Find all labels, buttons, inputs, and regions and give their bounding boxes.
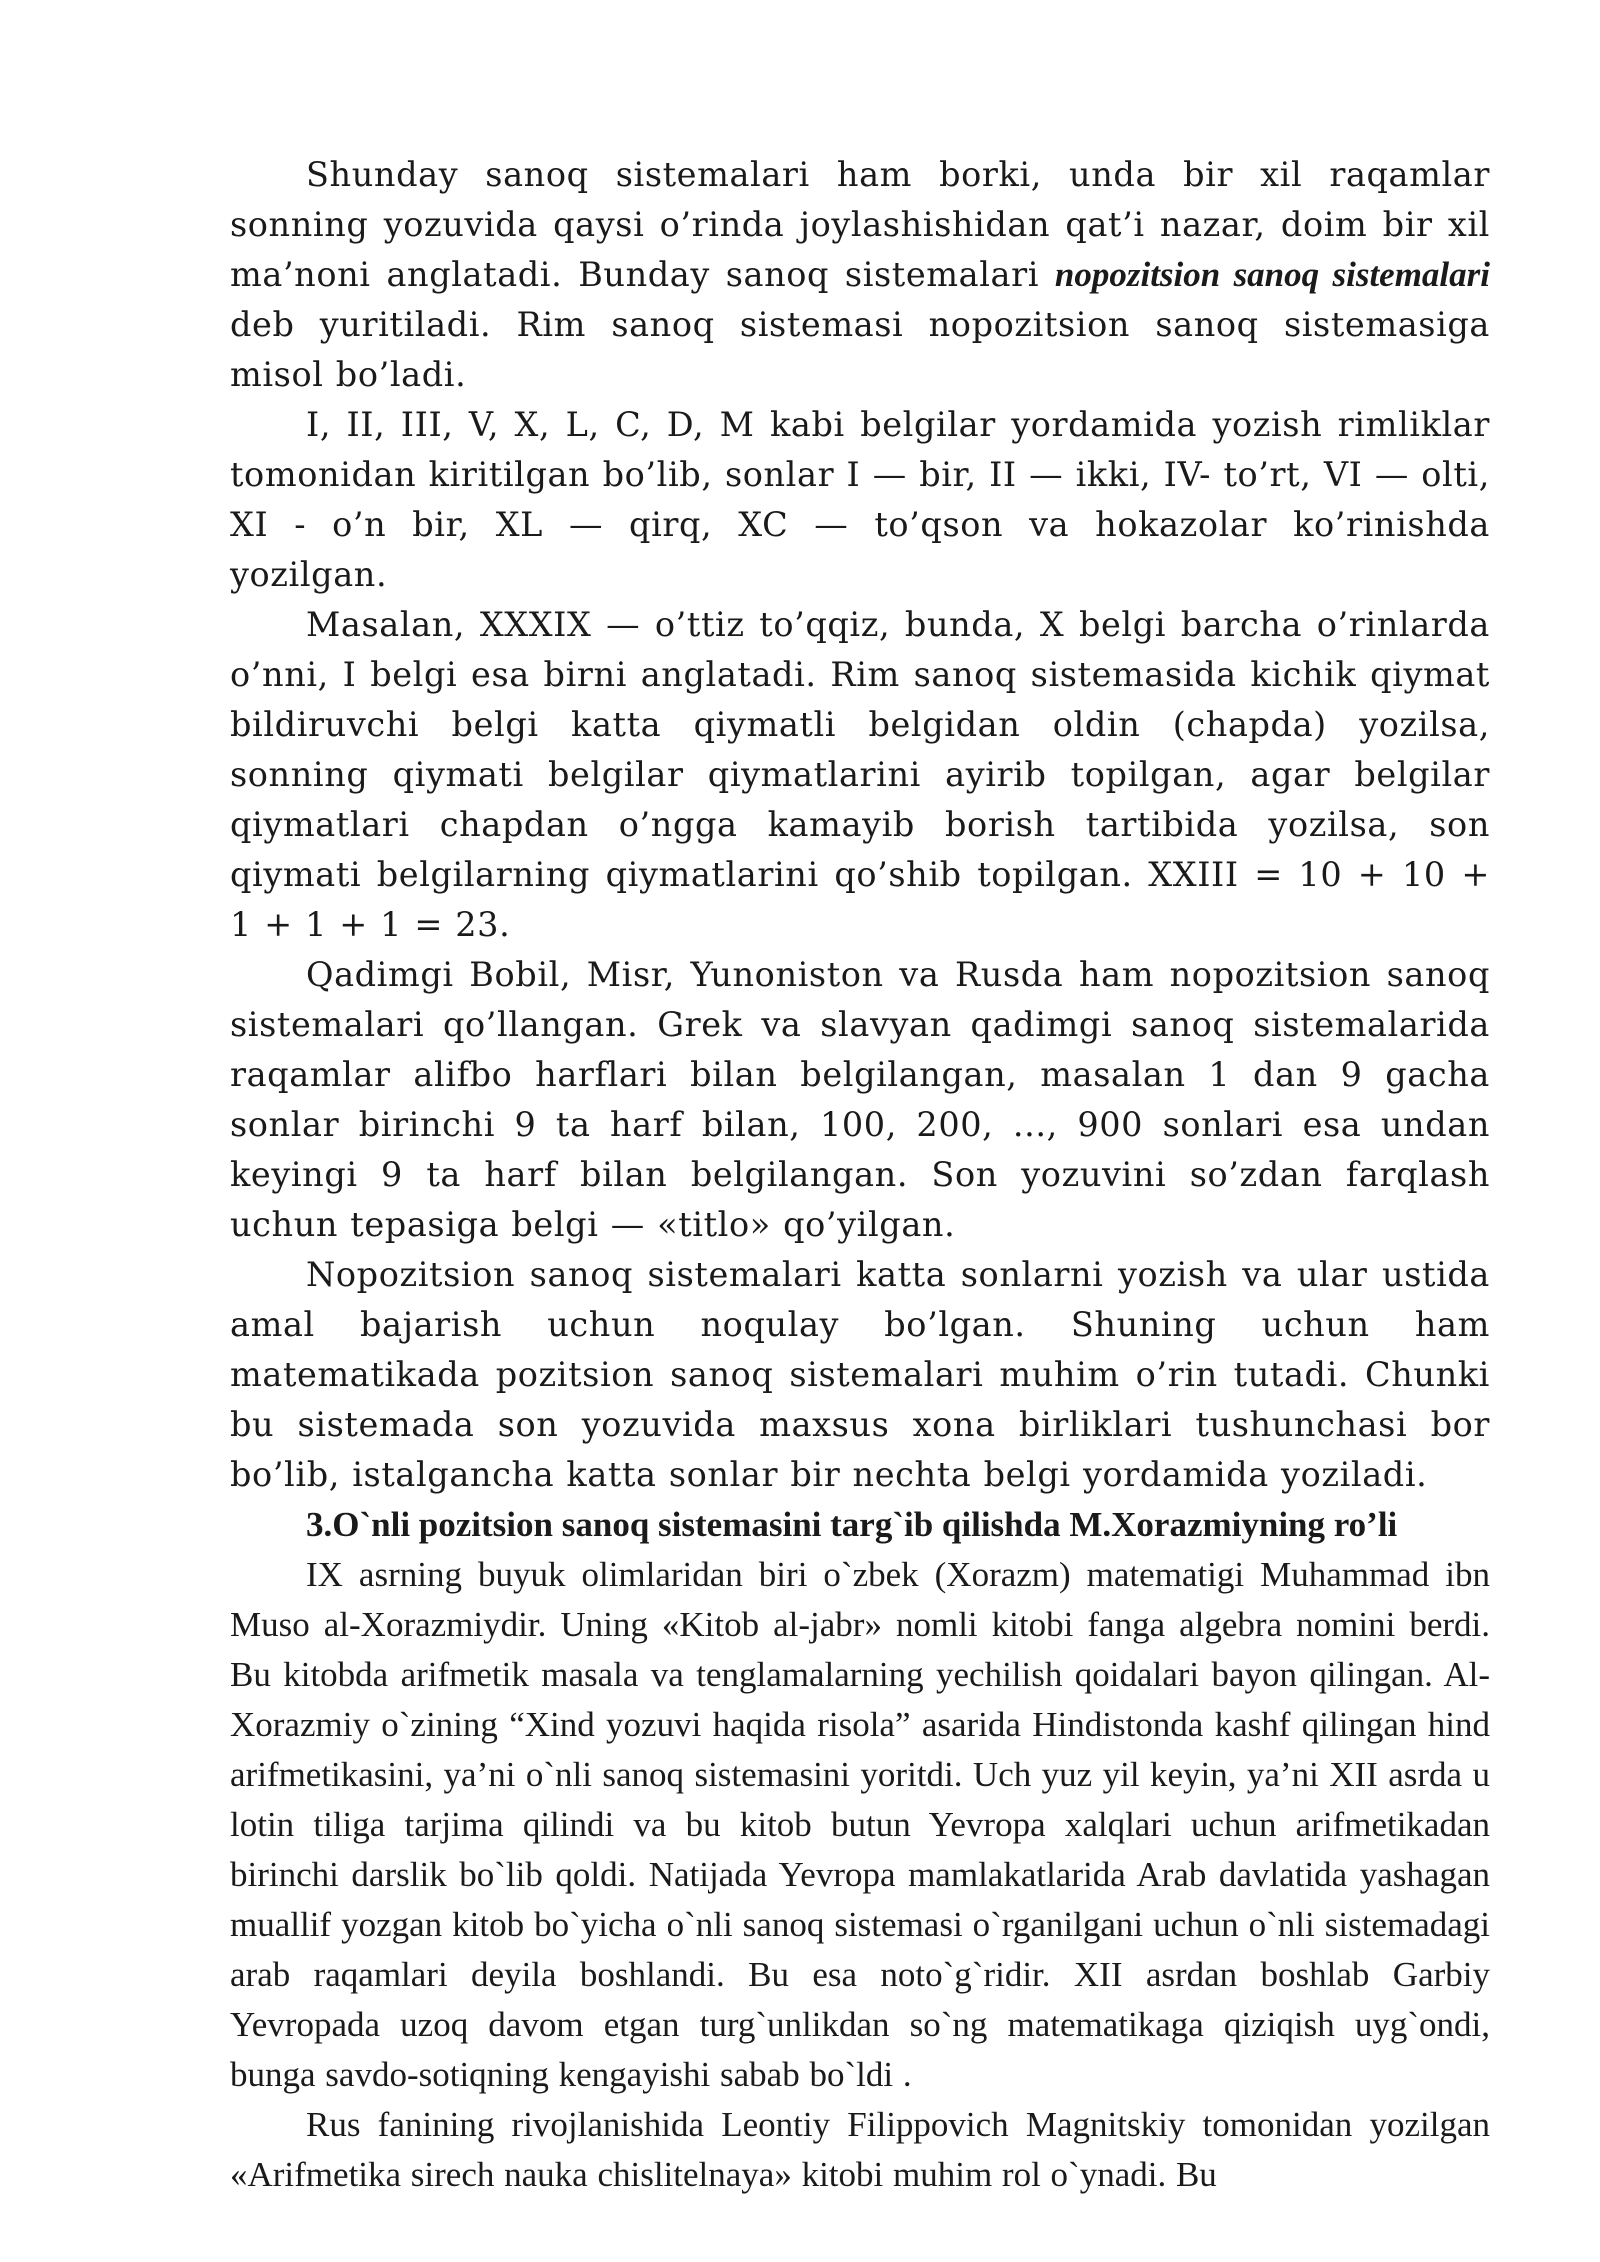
paragraph-text: Shunday sanoq sistemalari ham borki, unda bir xil raqamlar sonning yozuvida qaysi o’rinda joylashishidan qat’i nazar, doim bir xil ma’noni anglatadi. Bunday sanoq sistemalari	[230, 155, 1490, 294]
document-page	[230, 150, 1490, 2200]
emphasized-term: nopozitsion sanoq sistemalari	[1054, 255, 1490, 294]
paragraph-al-khwarizmi: IX asrning buyuk olimlaridan biri o`zbek (Xorazm) matematigi Muhammad ibn Muso al-Xorazmiydir. Uning «Kitob al-jabr» nomli kitobi fanga algebra nomini berdi. Bu kitobda arifmetik masala va tenglamalarning yechilish qoidalari bayon qilingan. Al-Xorazmiy o`zining “Xind yozuvi haqida risola” asarida Hindistonda kashf qilingan hind arifmetikasini, ya’ni o`nli sanoq sistemasini yoritdi. Uch yuz yil keyin, ya’ni XII asrda u lotin tiliga tarjima qilindi va bu kitob butun Yevropa xalqlari uchun arifmetikadan birinchi darslik bo`lib qoldi. Natijada Yevropa mamlakatlarida Arab davlatida yashagan muallif yozgan kitob bo`yicha o`nli sanoq sistemasi o`rganilgani uchun o`nli sistemadagi arab raqamlari deyila boshlandi. Bu esa noto`g`ridir. XII asrdan boshlab Garbiy Yevropada uzoq davom etgan turg`unlikdan so`ng matematikaga qiziqish uyg`ondi, bunga savdo-sotiqning kengayishi sabab bo`ldi .	[230, 1555, 1490, 2094]
paragraph-roman-example: Masalan, XXXIX — o’ttiz to’qqiz, bunda, X belgi barcha o’rinlarda o’nni, I belgi esa birni anglatadi. Rim sanoq sistemasida kichik qiymat bildiruvchi belgi katta qiymatli belgidan oldin (chapda) yozilsa, sonning qiymati belgilar qiymatlarini ayirib topilgan, agar belgilar qiymatlari chapdan o’ngga kamayib borish tartibida yozilsa, son qiymati belgilarning qiymatlarini qo’shib topilgan. XXIII = 10 + 10 + 1 + 1 + 1 = 23.	[230, 605, 1490, 944]
paragraph-roman-symbols: I, II, III, V, X, L, C, D, M kabi belgilar yordamida yozish rimliklar tomonidan kiritilgan bo’lib, sonlar I — bir, II — ikki, IV- to’rt, VI — olti, XI - o’n bir, XL — qirq, XC — to’qson va hokazolar ko’rinishda yozilgan.	[230, 405, 1490, 594]
paragraph-ancient-systems: Qadimgi Bobil, Misr, Yunoniston va Rusda ham nopozitsion sanoq sistemalari qo’llangan. Grek va slavyan qadimgi sanoq sistemalarida raqamlar alifbo harflari bilan belgilangan, masalan 1 dan 9 gacha sonlar birinchi 9 ta harf bilan, 100, 200, ..., 900 sonlari esa undan keyingi 9 ta harf bilan belgilangan. Son yozuvini so’zdan farqlash uchun tepasiga belgi — «titlo» qo’yilgan.	[230, 955, 1490, 1244]
paragraph-magnitskiy: Rus fanining rivojlanishida Leontiy Filippovich Magnitskiy tomonidan yozilgan «Arifmetika sirech nauka chislitelnaya» kitobi muhim rol o`ynadi. Bu	[230, 2105, 1490, 2194]
section-heading: 3.O`nli pozitsion sanoq sistemasini targ`ib qilishda M.Xorazmiyning ro’li	[306, 1505, 1398, 1544]
paragraph-nopositional-definition	[230, 150, 1490, 400]
paragraph-positional-importance: Nopozitsion sanoq sistemalari katta sonlarni yozish va ular ustida amal bajarish uchun noqulay bo’lgan. Shuning uchun ham matematikada pozitsion sanoq sistemalari muhim o’rin tutadi. Chunki bu sistemada son yozuvida maxsus xona birliklari tushunchasi bor bo’lib, istalgancha katta sonlar bir nechta belgi yordamida yoziladi.	[230, 1255, 1490, 1494]
paragraph-text: deb yuritiladi. Rim sanoq sistemasi nopozitsion sanoq sistemasiga misol bo’ladi.	[230, 305, 1490, 394]
